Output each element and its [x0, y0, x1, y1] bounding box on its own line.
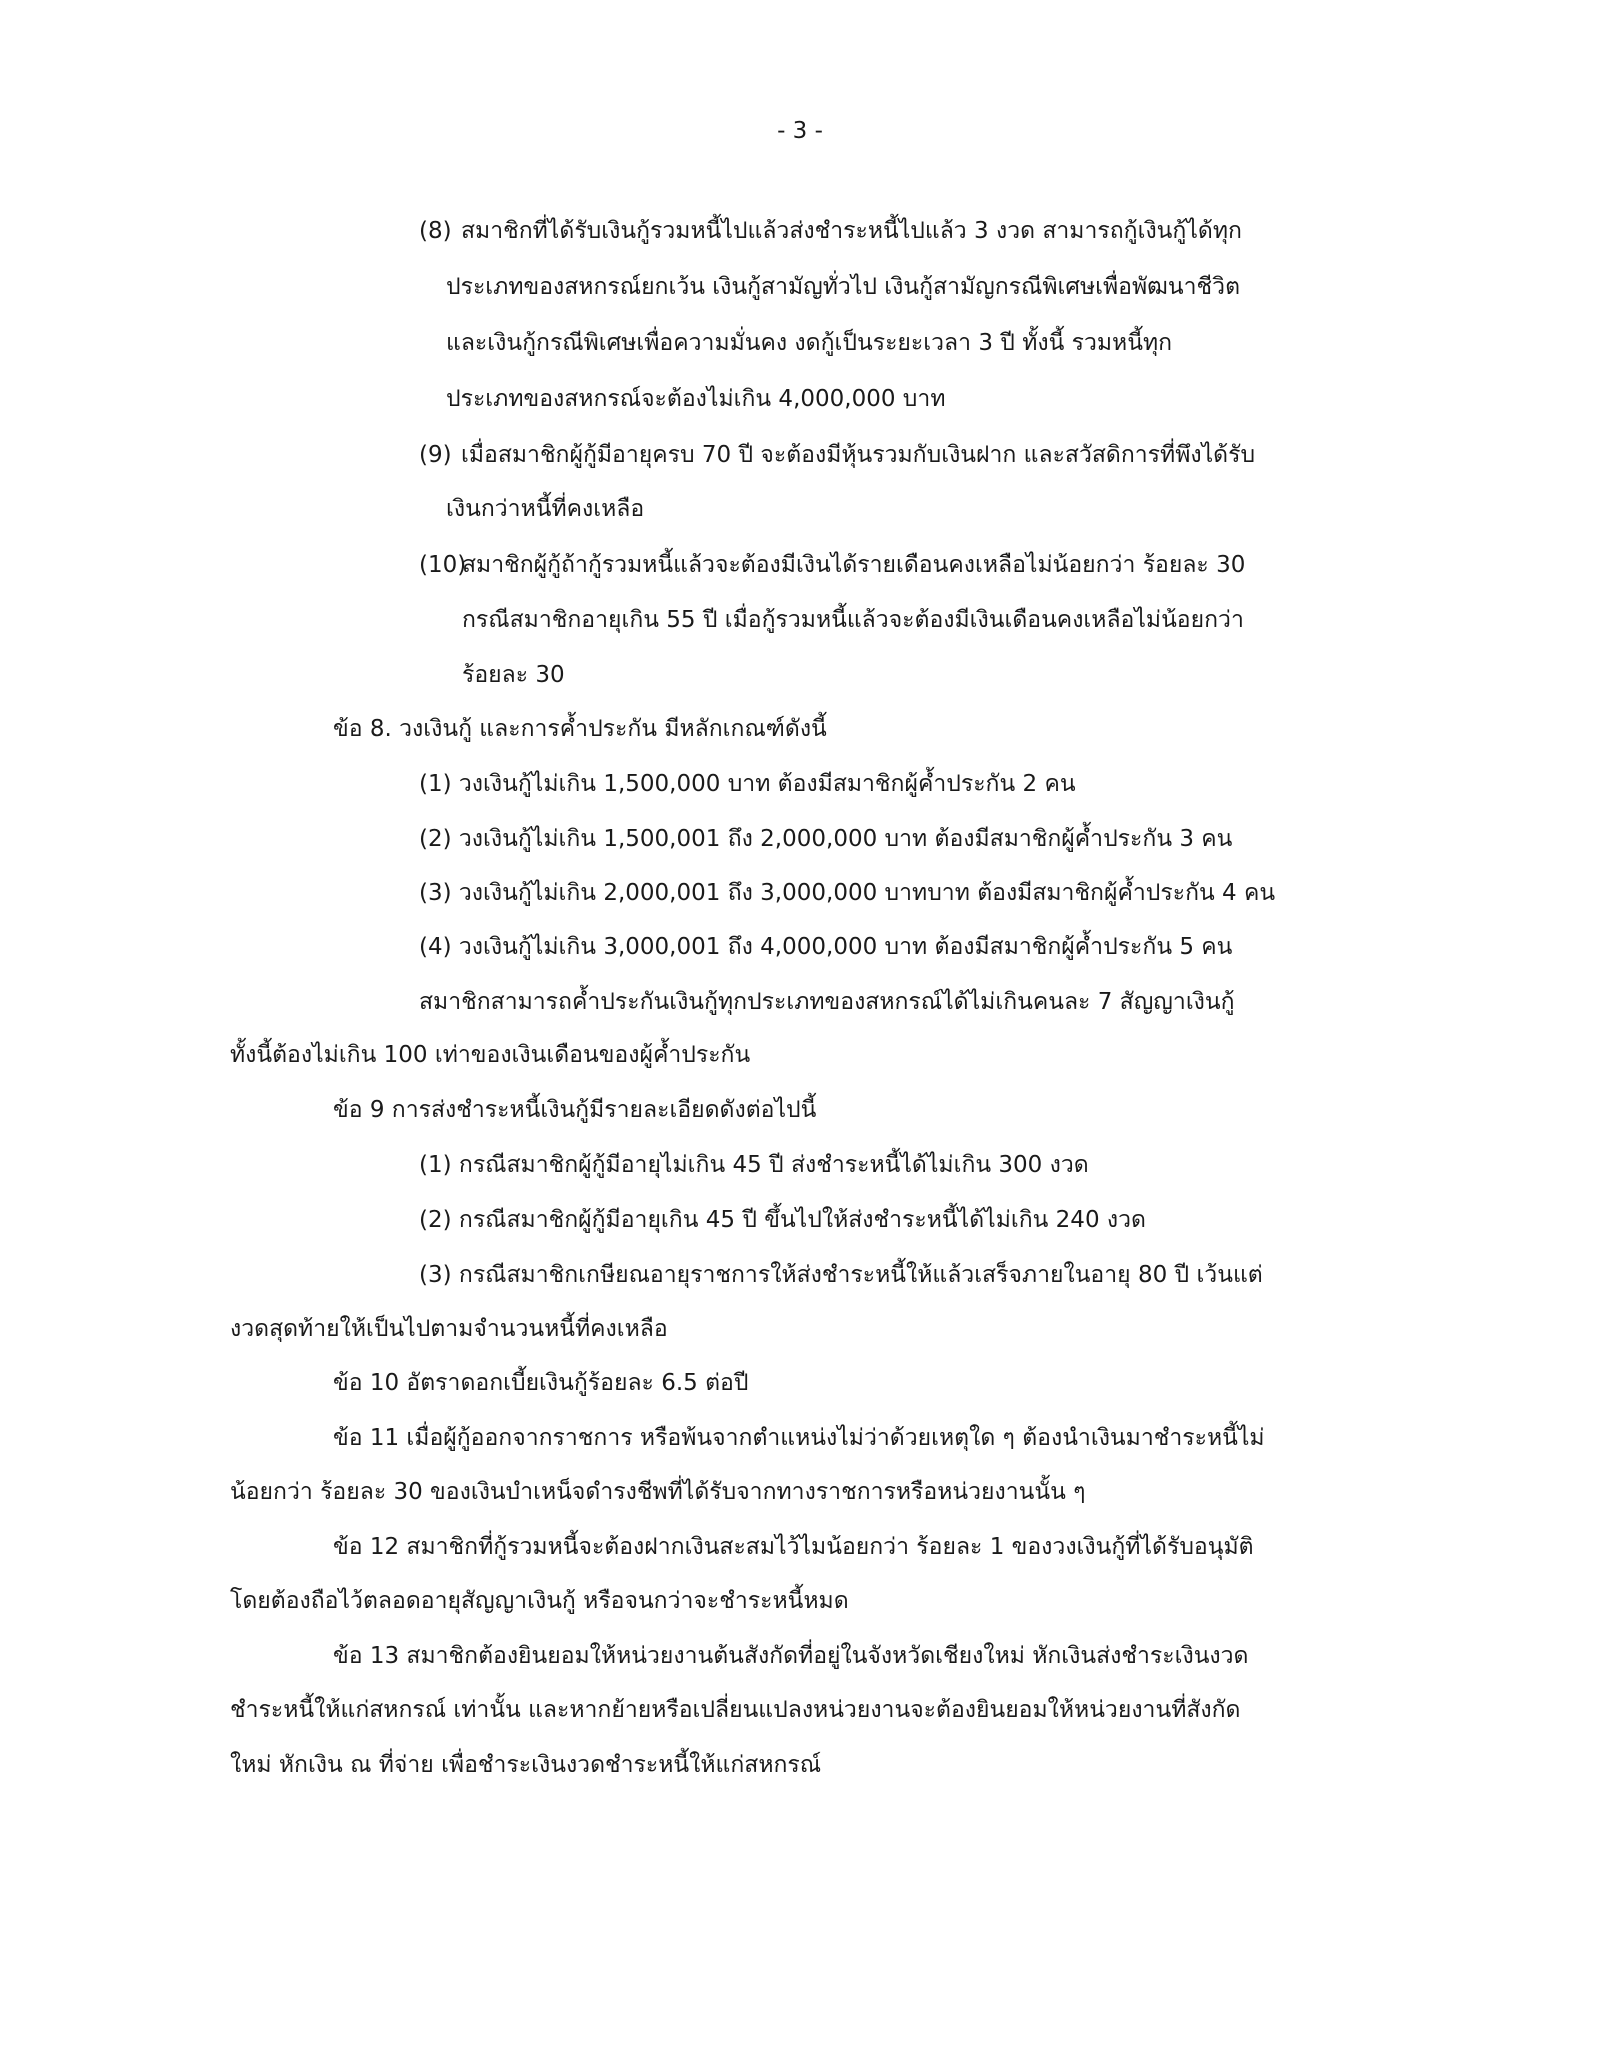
clause-9-item-2: (2) กรณีสมาชิกผู้กู้มีอายุเกิน 45 ปี ขึ้นไปให้ส่งชำระหนี้ได้ไม่เกิน 240 งวด: [419, 1207, 1146, 1233]
clause-8-item-3: (3) วงเงินกู้ไม่เกิน 2,000,001 ถึง 3,000,000 บาทบาท ต้องมีสมาชิกผู้ค้ำประกัน 4 คน: [419, 880, 1276, 906]
clause-12-line-1: ข้อ 12 สมาชิกที่กู้รวมหนี้จะต้องฝากเงินสะสมไว้ไมน้อยกว่า ร้อยละ 1 ของวงเงินกู้ที่ได้รับอนุมัติ: [333, 1534, 1254, 1560]
clause-8-item-4: (4) วงเงินกู้ไม่เกิน 3,000,001 ถึง 4,000,000 บาท ต้องมีสมาชิกผู้ค้ำประกัน 5 คน: [419, 934, 1233, 960]
clause-10: ข้อ 10 อัตราดอกเบี้ยเงินกู้ร้อยละ 6.5 ต่อปี: [333, 1370, 749, 1396]
clause-11-line-1: ข้อ 11 เมื่อผู้กู้ออกจากราชการ หรือพ้นจากตำแหน่งไม่ว่าด้วยเหตุใด ๆ ต้องนำเงินมาชำระหนี้ไม่: [333, 1425, 1265, 1451]
item-8-line-3: และเงินกู้กรณีพิเศษเพื่อความมั่นคง งดกู้เป็นระยะเวลา 3 ปี ทั้งนี้ รวมหนี้ทุก: [446, 330, 1173, 356]
item-8-line-2: ประเภทของสหกรณ์ยกเว้น เงินกู้สามัญทั่วไป เงินกู้สามัญกรณีพิเศษเพื่อพัฒนาชีวิต: [446, 274, 1241, 300]
item-10-line-3: ร้อยละ 30: [462, 662, 565, 688]
clause-8-note-line-1: สมาชิกสามารถค้ำประกันเงินกู้ทุกประเภทของสหกรณ์ได้ไม่เกินคนละ 7 สัญญาเงินกู้: [419, 989, 1235, 1015]
clause-12-line-2: โดยต้องถือไว้ตลอดอายุสัญญาเงินกู้ หรือจนกว่าจะชำระหนี้หมด: [230, 1588, 849, 1614]
clause-8-heading: ข้อ 8. วงเงินกู้ และการค้ำประกัน มีหลักเกณฑ์ดังนี้: [333, 716, 827, 742]
item-8-line-4: ประเภทของสหกรณ์จะต้องไม่เกิน 4,000,000 บาท: [446, 386, 946, 412]
clause-9-item-3-line-1: (3) กรณีสมาชิกเกษียณอายุราชการให้ส่งชำระหนี้ให้แล้วเสร็จภายในอายุ 80 ปี เว้นแต่: [419, 1262, 1263, 1288]
clause-13-line-3: ใหม่ หักเงิน ณ ที่จ่าย เพื่อชำระเงินงวดชำระหนี้ให้แก่สหกรณ์: [230, 1752, 822, 1778]
item-10-line-2: กรณีสมาชิกอายุเกิน 55 ปี เมื่อกู้รวมหนี้แล้วจะต้องมีเงินเดือนคงเหลือไม่น้อยกว่า: [462, 607, 1244, 633]
clause-13-line-2: ชำระหนี้ให้แก่สหกรณ์ เท่านั้น และหากย้ายหรือเปลี่ยนแปลงหน่วยงานจะต้องยินยอมให้หน่วยงานที่สังกัด: [230, 1697, 1241, 1723]
clause-9-heading: ข้อ 9 การส่งชำระหนี้เงินกู้มีรายละเอียดดังต่อไปนี้: [333, 1097, 817, 1123]
item-8-line-1: สมาชิกที่ได้รับเงินกู้รวมหนี้ไปแล้วส่งชำระหนี้ไปแล้ว 3 งวด สามารถกู้เงินกู้ได้ทุก: [461, 218, 1242, 244]
item-9-line-2: เงินกว่าหนี้ที่คงเหลือ: [446, 496, 645, 522]
clause-8-item-2: (2) วงเงินกู้ไม่เกิน 1,500,001 ถึง 2,000,000 บาท ต้องมีสมาชิกผู้ค้ำประกัน 3 คน: [419, 826, 1233, 852]
item-number: (8): [419, 218, 452, 244]
item-number: (10): [419, 552, 467, 578]
page-number: - 3 -: [777, 118, 823, 144]
clause-11-line-2: น้อยกว่า ร้อยละ 30 ของเงินบำเหน็จดำรงชีพที่ได้รับจากทางราชการหรือหน่วยงานนั้น ๆ: [230, 1479, 1086, 1505]
clause-9-item-1: (1) กรณีสมาชิกผู้กู้มีอายุไม่เกิน 45 ปี ส่งชำระหนี้ได้ไม่เกิน 300 งวด: [419, 1152, 1089, 1178]
clause-8-item-1: (1) วงเงินกู้ไม่เกิน 1,500,000 บาท ต้องมีสมาชิกผู้ค้ำประกัน 2 คน: [419, 771, 1076, 797]
clause-13-line-1: ข้อ 13 สมาชิกต้องยินยอมให้หน่วยงานต้นสังกัดที่อยู่ในจังหวัดเชียงใหม่ หักเงินส่งชำระเงินงวด: [333, 1643, 1249, 1669]
item-9-line-1: เมื่อสมาชิกผู้กู้มีอายุครบ 70 ปี จะต้องมีหุ้นรวมกับเงินฝาก และสวัสดิการที่พึงได้รับ: [461, 442, 1256, 468]
clause-8-note-line-2: ทั้งนี้ต้องไม่เกิน 100 เท่าของเงินเดือนของผู้ค้ำประกัน: [230, 1042, 751, 1068]
item-number: (9): [419, 442, 452, 468]
item-10-line-1: สมาชิกผู้กู้ถ้ากู้รวมหนี้แล้วจะต้องมีเงินได้รายเดือนคงเหลือไม่น้อยกว่า ร้อยละ 30: [462, 552, 1246, 578]
clause-9-item-3-line-2: งวดสุดท้ายให้เป็นไปตามจำนวนหนี้ที่คงเหลือ: [230, 1316, 668, 1342]
